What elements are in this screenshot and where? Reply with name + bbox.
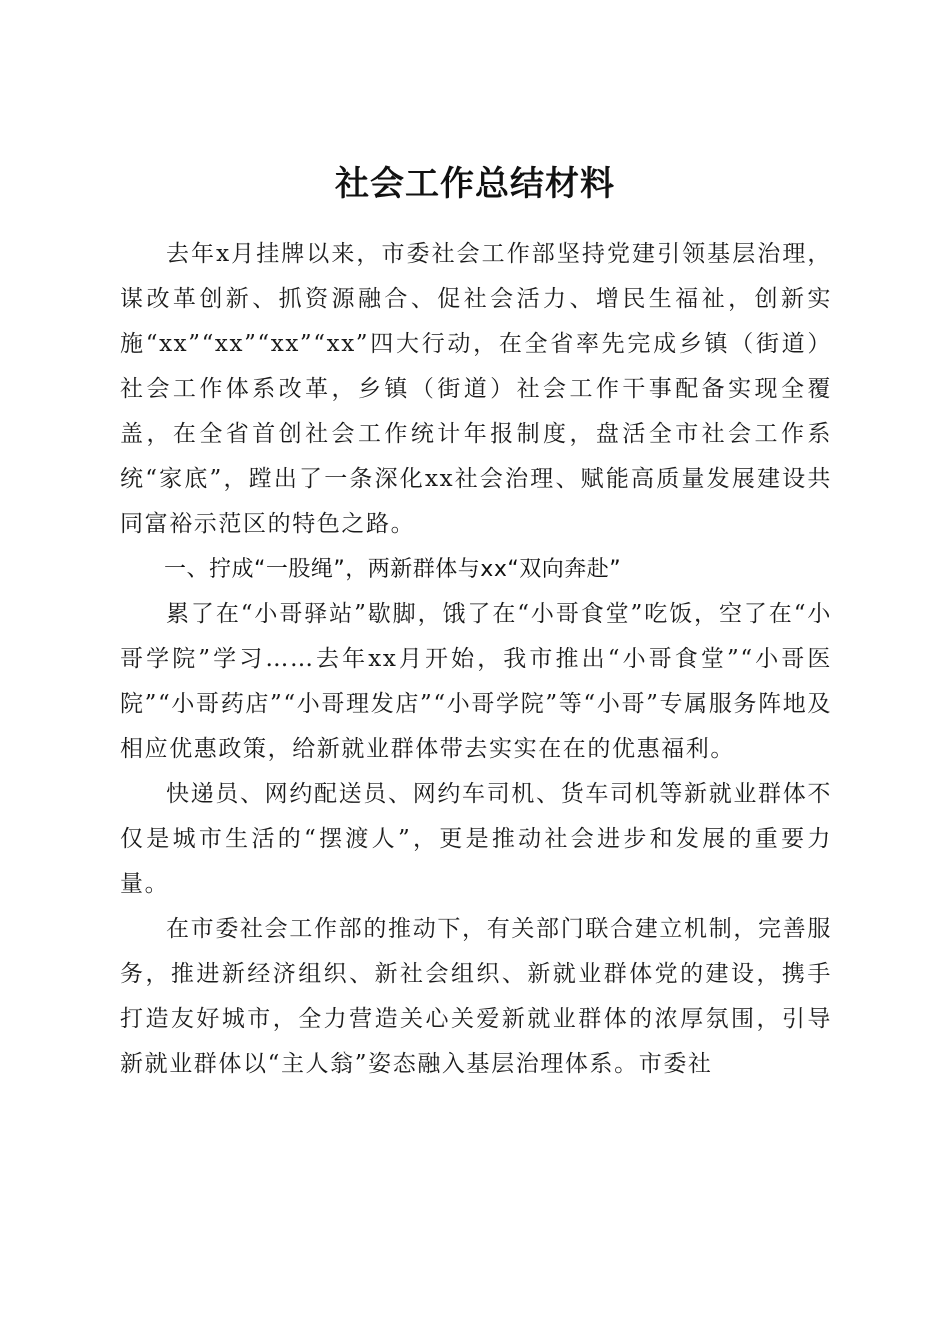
paragraph-new-employment-groups: 快递员、网约配送员、网约车司机、货车司机等新就业群体不仅是城市生活的“摆渡人”，更是推动社会进步和发展的重要力量。	[120, 781, 832, 897]
section-heading-1: 一、拧成“一股绳”，两新群体与xx“双向奔赴”	[164, 557, 622, 582]
paragraph-xiaoge-services: 累了在“小哥驿站”歇脚，饿了在“小哥食堂”吃饭，空了在“小哥学院”学习……去年xx月开始，我市推出“小哥食堂”“小哥医院”“小哥药店”“小哥理发店”“小哥学院”等“小哥”专属服务阵地及相应优惠政策，给新就业群体带去实实在在的优惠福利。	[120, 601, 832, 762]
paragraph-intro: 去年x月挂牌以来，市委社会工作部坚持党建引领基层治理，谋改革创新、抓资源融合、促社会活力、增民生福祉，创新实施“xx”“xx”“xx”“xx”四大行动，在全省率先完成乡镇（街道）社会工作体系改革，乡镇（街道）社会工作干事配备实现全覆盖，在全省首创社会工作统计年报制度，盘活全市社会工作系统“家底”，蹚出了一条深化xx社会治理、赋能高质量发展建设共同富裕示范区的特色之路。	[120, 241, 832, 537]
document-title: 社会工作总结材料	[335, 163, 615, 204]
paragraph-department-promotion: 在市委社会工作部的推动下，有关部门联合建立机制，完善服务，推进新经济组织、新社会组织、新就业群体党的建设，携手打造友好城市，全力营造关心关爱新就业群体的浓厚氛围，引导新就业群体以“主人翁”姿态融入基层治理体系。市委社	[120, 916, 832, 1077]
document-body	[120, 232, 832, 1087]
